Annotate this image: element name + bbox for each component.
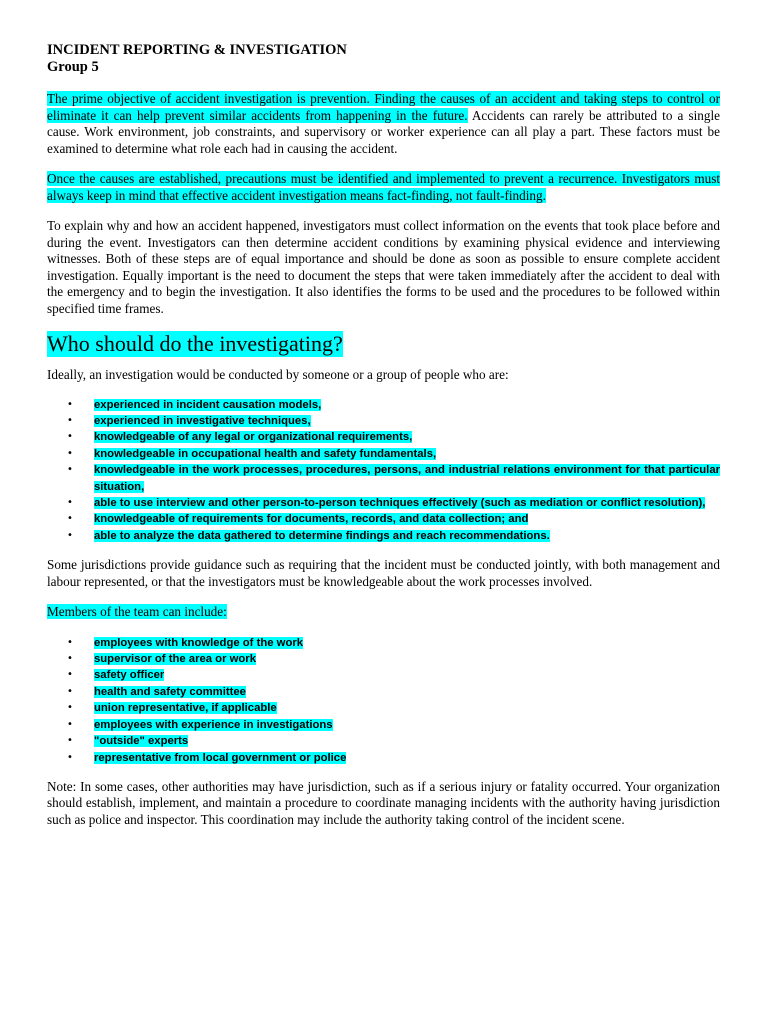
list-item xyxy=(47,750,720,766)
list-item xyxy=(47,446,720,462)
bullet-icon: • xyxy=(67,653,73,665)
list-item xyxy=(47,684,720,700)
section-heading: Who should do the investigating? xyxy=(47,331,343,356)
highlighted-text: The prime objective of accident investigation is prevention. Finding the causes of an accident and taking steps to control or eliminate it can help prevent similar accidents from happening in the future. xyxy=(47,91,720,123)
paragraph-text: Accidents can rarely be attributed to a single cause. Work environment, job constraints, and supervisory or worker experience can all play a part. These factors must be examined to determine what role each had in causing the accident. xyxy=(47,107,720,156)
list-item xyxy=(47,635,720,651)
list-item xyxy=(47,717,720,733)
document-body xyxy=(47,42,720,842)
bullet-icon: • xyxy=(67,685,73,697)
list-item-text: able to analyze the data gathered to determine findings and reach recommendations. xyxy=(94,529,550,542)
list-item-text: representative from local government or police xyxy=(94,751,347,764)
section-heading-wrap xyxy=(47,331,720,357)
paragraph-objective xyxy=(47,91,720,157)
section-intro: Ideally, an investigation would be conducted by someone or a group of people who are: xyxy=(47,367,509,382)
bullet-icon: • xyxy=(67,447,73,459)
list-item-text: knowledgeable of any legal or organizational requirements, xyxy=(94,431,413,444)
bullet-icon: • xyxy=(67,398,73,410)
paragraph-explain: To explain why and how an accident happened, investigators must collect information on the events that took place before and during the event. Investigators can then determine accident conditions by examining physical evidence and interviewing witnesses. Both of these steps are of equal importance and should be done as soon as possible to ensure complete accident investigation. Equally important is the need to document the steps that were taken immediately after the accident to deal with the emergency and to begin the investigation. It also identifies the forms to be used and the procedures to be followed within specified time frames. xyxy=(47,218,720,316)
bullet-icon: • xyxy=(67,702,73,714)
bullet-icon: • xyxy=(67,718,73,730)
list-item xyxy=(47,413,720,429)
document-title: INCIDENT REPORTING & INVESTIGATION xyxy=(47,42,347,58)
bullet-icon: • xyxy=(67,414,73,426)
bullet-icon: • xyxy=(67,636,73,648)
team-intro xyxy=(47,604,720,621)
list-item xyxy=(47,733,720,749)
list-item-text: employees with experience in investigations xyxy=(94,718,333,731)
paragraph-jurisdiction: Some jurisdictions provide guidance such as requiring that the incident must be conducted jointly, with both management and labour represented, or that the investigators must be knowledgeable about the work processes involved. xyxy=(47,557,720,589)
list-item xyxy=(47,429,720,445)
list-item xyxy=(47,528,720,544)
qualifications-list xyxy=(47,397,720,545)
list-item xyxy=(47,462,720,495)
bullet-icon: • xyxy=(67,513,73,525)
list-item-text: knowledgeable in occupational health and safety fundamentals, xyxy=(94,447,437,460)
list-item-text: experienced in investigative techniques, xyxy=(94,414,311,427)
list-item xyxy=(47,651,720,667)
team-members-list xyxy=(47,635,720,766)
list-item-text: knowledgeable of requirements for documents, records, and data collection; and xyxy=(94,513,529,526)
list-item-text: health and safety committee xyxy=(94,685,246,698)
list-item xyxy=(47,700,720,716)
bullet-icon: • xyxy=(67,669,73,681)
list-item xyxy=(47,667,720,683)
document-subtitle: Group 5 xyxy=(47,59,99,75)
list-item-text: knowledgeable in the work processes, procedures, persons, and industrial relations environment for that particular situation, xyxy=(94,464,720,493)
list-item-text: experienced in incident causation models, xyxy=(94,398,322,411)
highlighted-text: Once the causes are established, precautions must be identified and implemented to prevent a recurrence. Investigators must always keep in mind that effective accident investigation means fact-finding, not fault-finding. xyxy=(47,171,720,203)
bullet-icon: • xyxy=(67,496,73,508)
bullet-icon: • xyxy=(67,464,73,476)
list-item xyxy=(47,495,720,511)
list-item-text: "outside" experts xyxy=(94,735,189,748)
bullet-icon: • xyxy=(67,431,73,443)
list-item-text: safety officer xyxy=(94,669,165,682)
list-item xyxy=(47,397,720,413)
bullet-icon: • xyxy=(67,751,73,763)
list-item-text: union representative, if applicable xyxy=(94,702,277,715)
list-item-text: supervisor of the area or work xyxy=(94,653,256,666)
list-item-text: employees with knowledge of the work xyxy=(94,636,304,649)
list-item xyxy=(47,511,720,527)
bullet-icon: • xyxy=(67,529,73,541)
list-item-text: able to use interview and other person-to-person techniques effectively (such as mediation or conflict resolution), xyxy=(94,496,706,509)
bullet-icon: • xyxy=(67,735,73,747)
paragraph-causes xyxy=(47,171,720,204)
highlighted-text: Members of the team can include: xyxy=(47,604,227,620)
paragraph-note: Note: In some cases, other authorities may have jurisdiction, such as if a serious injury or fatality occurred. Your organization should establish, implement, and maintain a procedure to coordinate managing incidents with the authority having jurisdiction such as police and inspector. This coordination may include the authority taking control of the incident scene. xyxy=(47,778,720,827)
